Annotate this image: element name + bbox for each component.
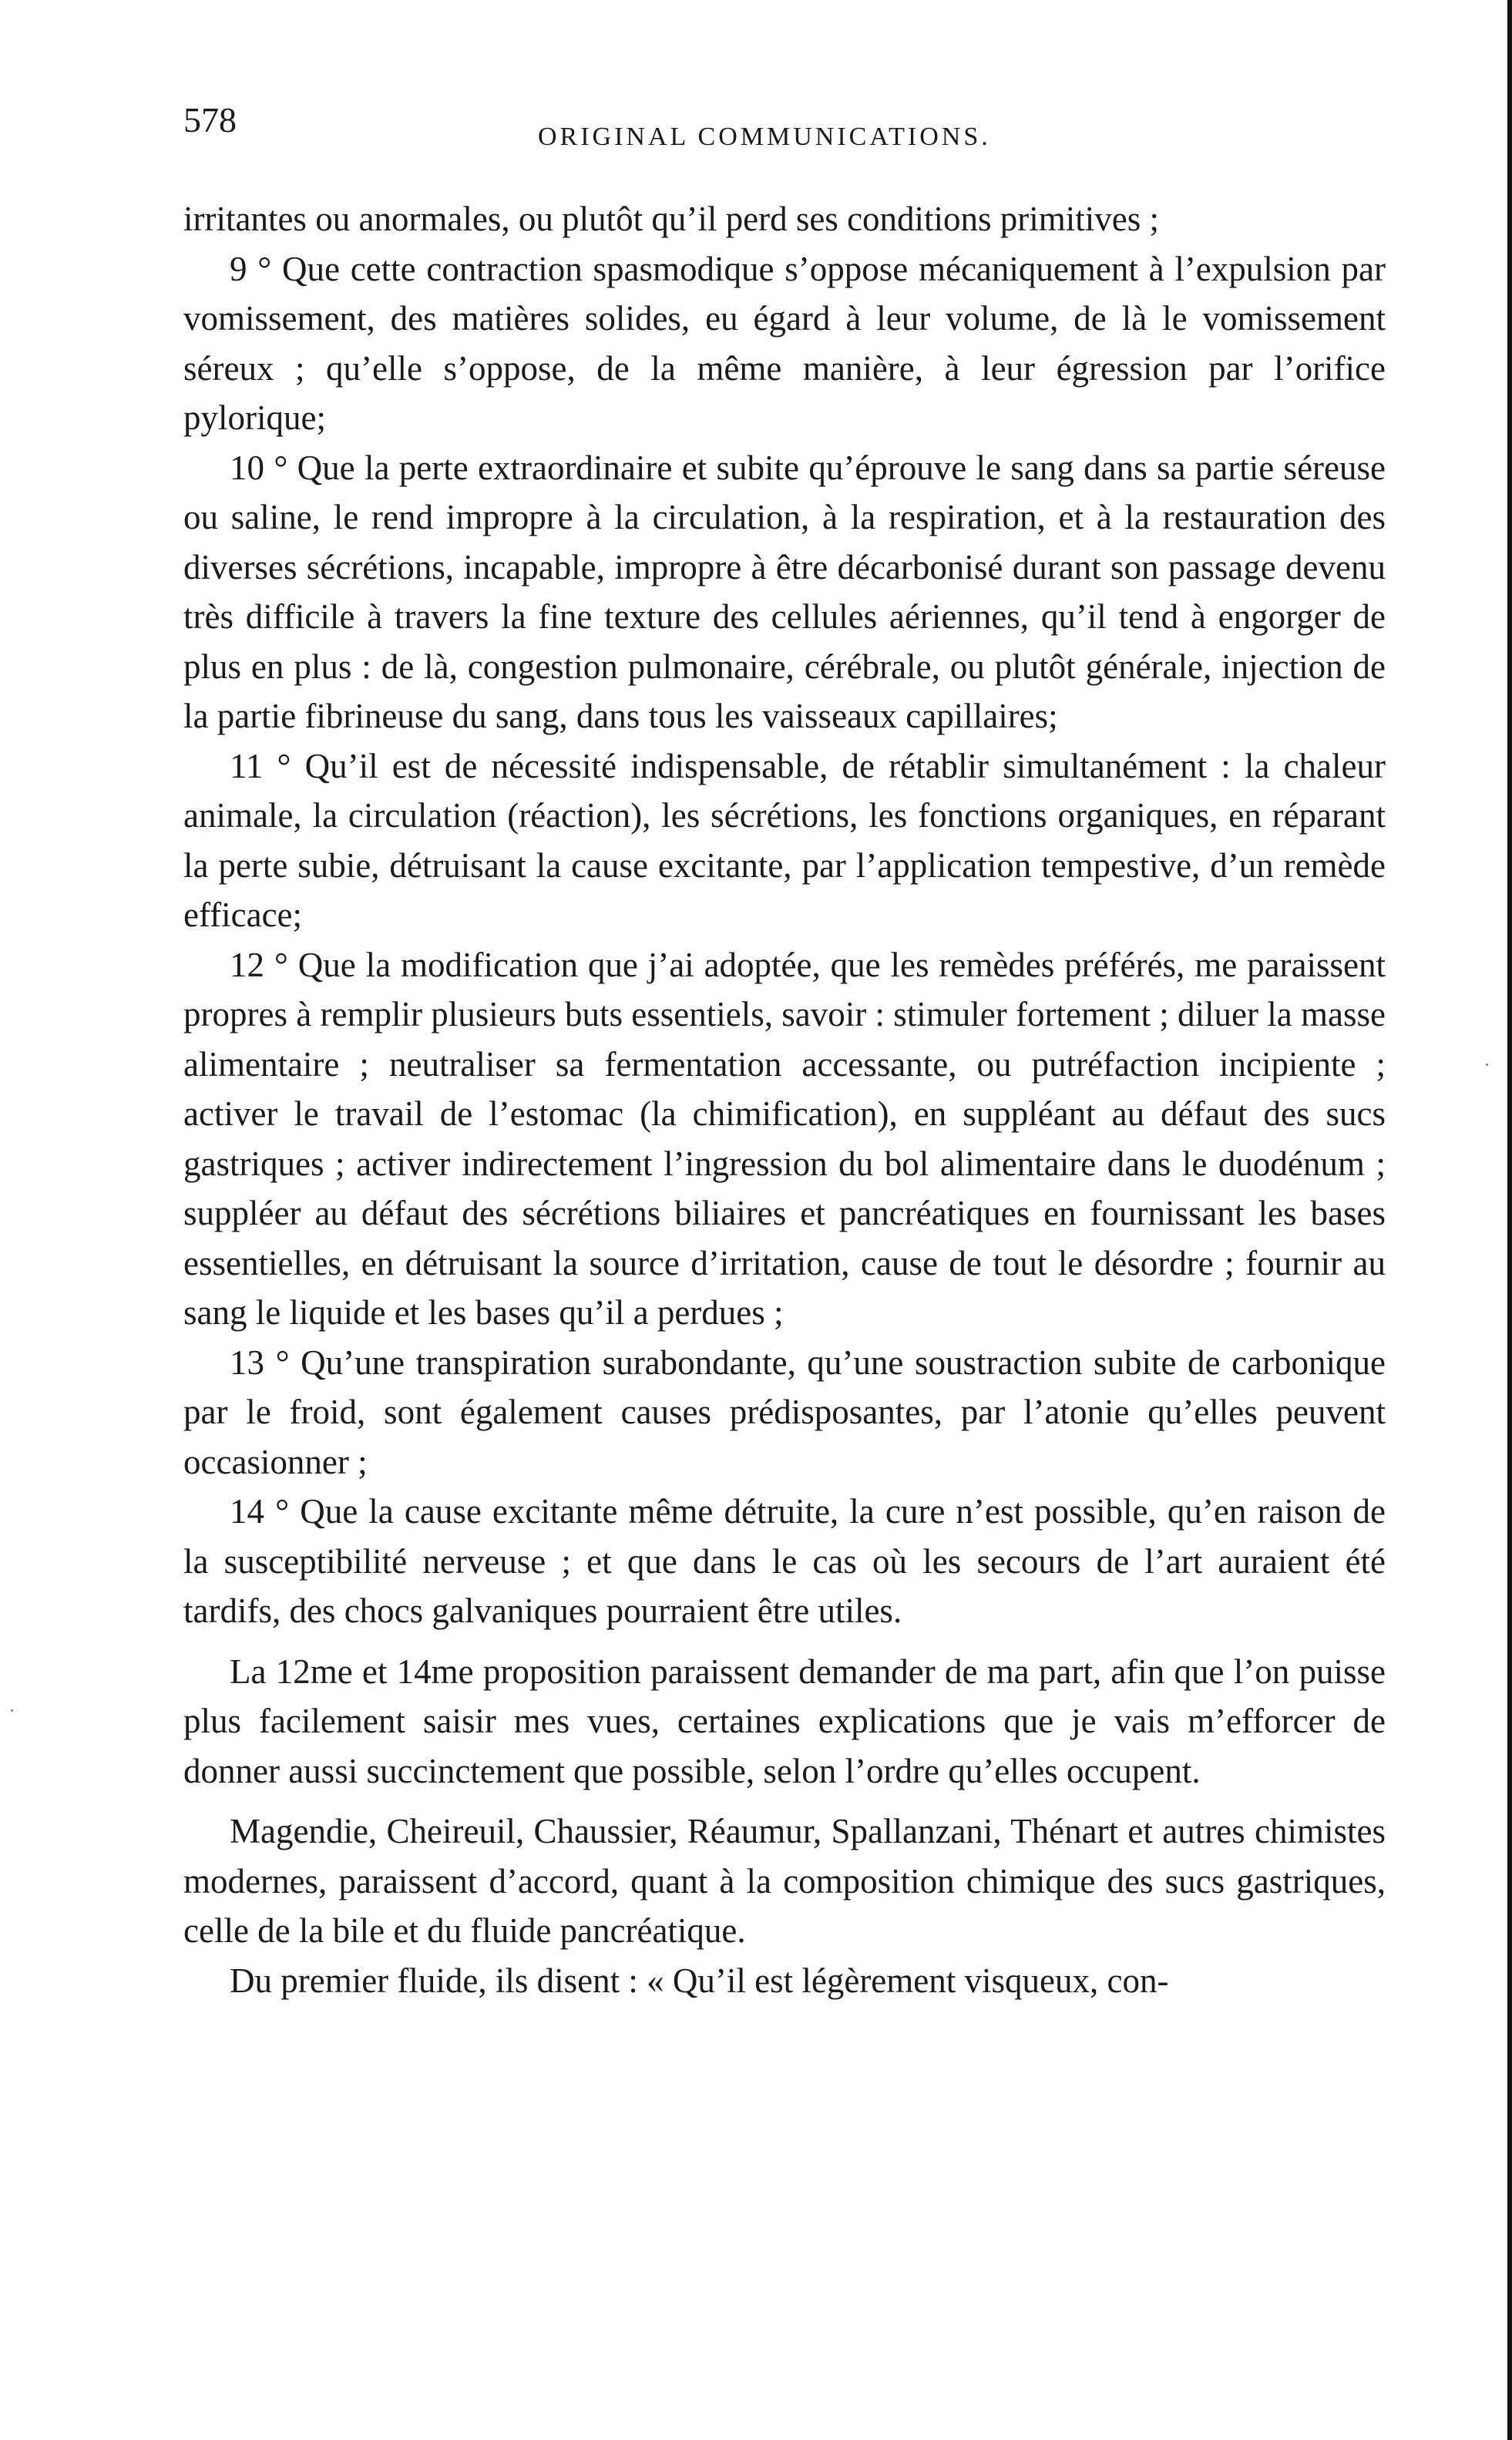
paragraph-explanations: La 12me et 14me proposition paraissent demander de ma part, afin que l’on puisse plus facilement saisir mes vues, certaines explications que je vais m’efforcer de donner aussi succinctement que possible, selon l’ordre qu’elles occupent. xyxy=(183,1652,1386,1790)
stray-mark xyxy=(11,1709,13,1712)
proposition-14: 14 ° Que la cause excitante même détruite, la cure n’est possible, qu’en raison de la susceptibilité nerveuse ; et que dans le cas où les secours de l’art auraient été tardifs, des chocs galvaniques pourraient être utiles. xyxy=(183,1492,1386,1630)
page-number: 578 xyxy=(183,100,237,139)
proposition-12: 12 ° Que la modification que j’ai adoptée, que les remèdes préférés, me paraissent propres à remplir plusieurs buts essentiels, savoir : stimuler fortement ; diluer la masse alimentaire ; neutraliser sa fermentation accessante, ou putréfaction incipiente ; activer le travail de l’estomac (la chimification), en suppléant au défaut des sucs gastriques ; activer indirectement l’ingression du bol alimentaire dans le duodénum ; suppléer au défaut des sécrétions biliaires et pancréatiques en fournissant les bases essentielles, en détruisant la source d’irritation, cause de tout le désordre ; fournir au sang le liquide et les bases qu’il a perdues ; xyxy=(183,945,1386,1332)
proposition-10: 10 ° Que la perte extraordinaire et subite qu’éprouve le sang dans sa partie séreuse ou saline, le rend impropre à la circulation, à la respiration, et à la restauration des diverses sécrétions, incapable, impropre à être décarbonisé durant son passage devenu très difficile à travers la fine texture des cellules aériennes, qu’il tend à engorger de plus en plus : de là, congestion pulmonaire, cérébrale, ou plutôt générale, injection de la partie fibrineuse du sang, dans tous les vaisseaux capillaires; xyxy=(183,448,1386,735)
page-header xyxy=(183,91,1386,160)
body-text xyxy=(183,194,1386,2005)
stray-mark xyxy=(1486,1064,1488,1066)
proposition-11: 11 ° Qu’il est de nécessité indispensable, de rétablir simultanément : la chaleur animale, la circulation (réaction), les sécrétions, les fonctions organiques, en réparant la perte subie, détruisant la cause excitante, par l’application tempestive, d’un remède efficace; xyxy=(183,746,1386,934)
paragraph-continuation: irritantes ou anormales, ou plutôt qu’il perd ses conditions primitives ; xyxy=(183,200,1160,238)
running-head: ORIGINAL COMMUNICATIONS. xyxy=(538,123,991,151)
page-edge xyxy=(1507,0,1512,2440)
proposition-13: 13 ° Qu’une transpiration surabondante, qu’une soustraction subite de carbonique par le froid, sont également causes prédisposantes, par l’atonie qu’elles peuvent occasionner ; xyxy=(183,1343,1386,1481)
paragraph-first-fluid: Du premier fluide, ils disent : « Qu’il est légèrement visqueux, con- xyxy=(230,1961,1169,2000)
proposition-9: 9 ° Que cette contraction spasmodique s’oppose mécaniquement à l’expulsion par vomissement, des matières solides, eu égard à leur volume, de là le vomissement séreux ; qu’elle s’oppose, de la même manière, à leur égression par l’orifice pylorique; xyxy=(183,249,1386,437)
paragraph-chemists: Magendie, Cheireuil, Chaussier, Réaumur, Spallanzani, Thénart et autres chimistes modernes, paraissent d’accord, quant à la composition chimique des sucs gastriques, celle de la bile et du fluide pancréatique. xyxy=(183,1812,1386,1950)
